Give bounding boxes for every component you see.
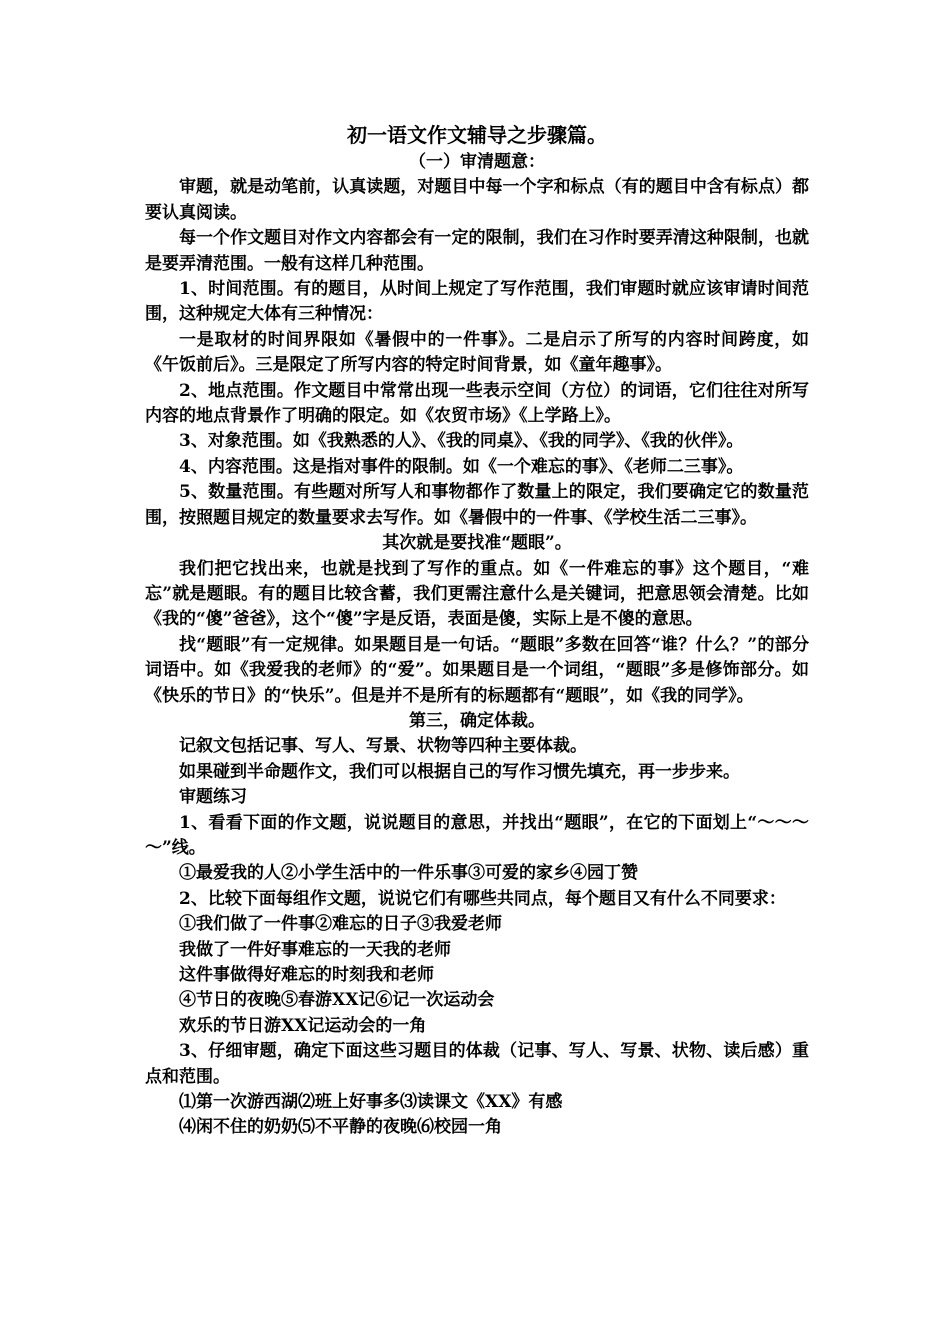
section-heading: 其次就是要找准“题眼”。 — [382, 533, 572, 554]
paragraph: ⑴第一次游西湖⑵班上好事多⑶读课文《XX》有感 — [179, 1092, 563, 1113]
paragraph: ⑷闲不住的奶奶⑸不平静的夜晚⑹校园一角 — [179, 1117, 502, 1138]
paragraph: 记叙文包括记事、写人、写景、状物等四种主要体裁。 — [179, 736, 587, 757]
document-page — [145, 120, 809, 1141]
paragraph: 审题练习 — [179, 787, 247, 808]
section-heading: 第三，确定体裁。 — [409, 710, 545, 731]
paragraph: 我们把它找出来，也就是找到了写作的重点。如《一件难忘的事》这个题目，“难忘”就是题眼。有的题目比较含蓄，我们更需注意什么是关键词，把意思领会清楚。比如《我的“傻”爸爸》，这个“傻”字是反语，表面是傻，实际上是不傻的意思。 — [145, 558, 809, 630]
paragraph: 2、比较下面每组作文题，说说它们有哪些共同点，每个题目又有什么不同要求： — [179, 888, 786, 909]
paragraph: 找“题眼”有一定规律。如果题目是一句话。“题眼”多数在回答“谁？什么？”的部分词语中。如《我爱我的老师》的“爱”。如果题目是一个词组，“题眼”多是修饰部分。如《快乐的节日》的“快乐”。但是并不是所有的标题都有“题眼”，如《我的同学》。 — [145, 634, 809, 706]
paragraph: 2、地点范围。作文题目中常常出现一些表示空间（方位）的词语，它们往往对所写内容的地点背景作了明确的限定。如《农贸市场》《上学路上》。 — [145, 380, 809, 427]
paragraph: 5、数量范围。有些题对所写人和事物都作了数量上的限定，我们要确定它的数量范围，按照题目规定的数量要求去写作。如《暑假中的一件事、《学校生活二三事》。 — [145, 482, 809, 528]
paragraph: 3、仔细审题，确定下面这些习题目的体裁（记事、写人、写景、状物、读后感）重点和范围。 — [145, 1041, 809, 1087]
paragraph: 欢乐的节日游XX记运动会的一角 — [179, 1015, 427, 1036]
paragraph: ①我们做了一件事②难忘的日子③我爱老师 — [179, 914, 502, 935]
paragraph: 我做了一件好事难忘的一天我的老师 — [179, 939, 451, 960]
paragraph: 3、对象范围。如《我熟悉的人》、《我的同桌》、《我的同学》、《我的伙伴》。 — [179, 431, 744, 452]
paragraph: 审题，就是动笔前，认真读题，对题目中每一个字和标点（有的题目中含有标点）都要认真阅读。 — [145, 177, 809, 223]
paragraph: 每一个作文题目对作文内容都会有一定的限制，我们在习作时要弄清这种限制，也就是要弄清范围。一般有这样几种范围。 — [145, 228, 809, 274]
document-body — [145, 150, 809, 1141]
paragraph: 1、时间范围。有的题目，从时间上规定了写作范围，我们审题时就应该审请时间范围，这种规定大体有三种情况： — [145, 279, 809, 325]
paragraph: 4、内容范围。这是指对事件的限制。如《一个难忘的事》、《老师二三事》。 — [179, 456, 744, 477]
section-heading: （一）审清题意： — [409, 152, 545, 172]
paragraph: 1、看看下面的作文题，说说题目的意思，并找出“题眼”，在它的下面划上“～～～～”线。 — [145, 812, 809, 858]
paragraph: 如果碰到半命题作文，我们可以根据自己的写作习惯先填充，再一步步来。 — [179, 761, 740, 782]
paragraph: ①最爱我的人②小学生活中的一件乐事③可爱的家乡④园丁赞 — [179, 863, 638, 884]
paragraph: 一是取材的时间界限如《暑假中的一件事》。二是启示了所写的内容时间跨度，如《午饭前后》。三是限定了所写内容的特定时间背景，如《童年趣事》。 — [145, 329, 809, 376]
paragraph: 这件事做得好难忘的时刻我和老师 — [179, 965, 434, 985]
paragraph: ④节日的夜晚⑤春游XX记⑥记一次运动会 — [179, 990, 495, 1011]
document-title: 初一语文作文辅导之步骤篇。 — [347, 123, 607, 147]
